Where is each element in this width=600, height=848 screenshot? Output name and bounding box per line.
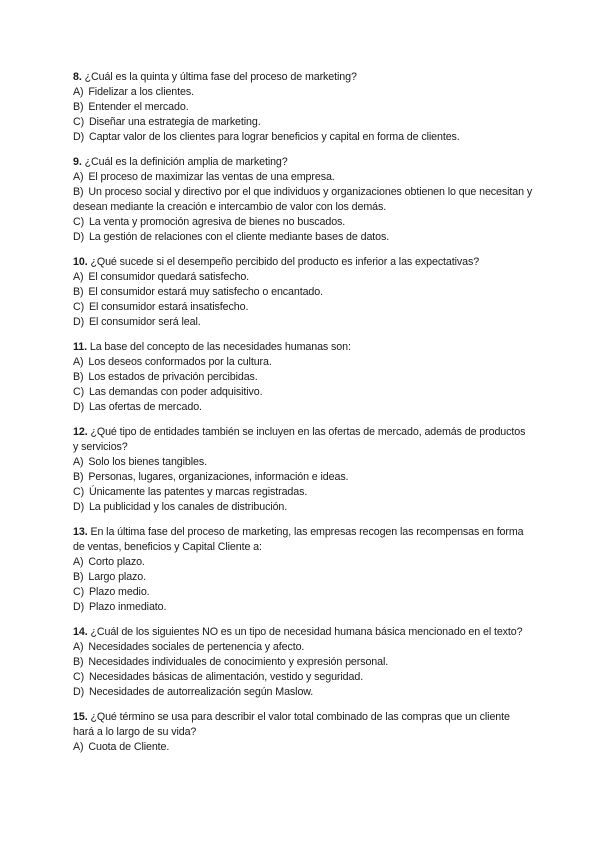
question-number: 11. [73, 341, 87, 353]
question-block [73, 340, 533, 415]
answer-option [73, 230, 533, 245]
answer-option [73, 355, 533, 370]
answer-option [73, 500, 533, 515]
option-letter: B) [73, 286, 84, 298]
option-text: Captar valor de los clientes para lograr beneficios y capital en forma de clientes. [88, 131, 460, 143]
option-text: Necesidades individuales de conocimiento y expresión personal. [88, 656, 389, 668]
answer-option [73, 285, 533, 300]
question-number: 14. [73, 626, 88, 638]
question-number: 12. [73, 426, 88, 438]
option-letter: A) [73, 556, 84, 568]
question-prompt: ¿Cuál es la quinta y última fase del proceso de marketing? [84, 71, 357, 83]
answer-options [73, 555, 533, 615]
question-number: 10. [73, 256, 88, 268]
option-letter: B) [73, 571, 84, 583]
answer-option [73, 485, 533, 500]
option-text: Plazo inmediato. [88, 601, 167, 613]
option-letter: A) [73, 741, 84, 753]
option-letter: D) [73, 231, 85, 243]
answer-option [73, 315, 533, 330]
answer-option [73, 300, 533, 315]
answer-options [73, 85, 533, 145]
option-letter: C) [73, 216, 85, 228]
answer-option [73, 655, 533, 670]
question-block [73, 155, 533, 245]
option-letter: B) [73, 101, 84, 113]
answer-option [73, 170, 533, 185]
option-letter: C) [73, 586, 85, 598]
option-text: El consumidor será leal. [88, 316, 201, 328]
option-letter: B) [73, 371, 84, 383]
question-text [73, 525, 533, 555]
option-text: La venta y promoción agresiva de bienes no buscados. [88, 216, 346, 228]
option-letter: A) [73, 271, 84, 283]
question-text [73, 255, 533, 270]
option-text: El consumidor estará muy satisfecho o encantado. [88, 286, 323, 298]
option-text: Únicamente las patentes y marcas registradas. [88, 486, 308, 498]
question-prompt: La base del concepto de las necesidades humanas son: [89, 341, 351, 353]
question-prompt: ¿Cuál es la definición amplia de marketing? [84, 156, 288, 168]
option-text: Los deseos conformados por la cultura. [88, 356, 272, 368]
option-letter: C) [73, 116, 85, 128]
question-text [73, 70, 533, 85]
answer-option [73, 370, 533, 385]
question-prompt: ¿Cuál de los siguientes NO es un tipo de necesidad humana básica mencionado en el texto? [90, 626, 523, 638]
option-letter: D) [73, 131, 85, 143]
answer-option [73, 100, 533, 115]
answer-options [73, 170, 533, 245]
option-letter: B) [73, 656, 84, 668]
option-text: Las demandas con poder adquisitivo. [88, 386, 263, 398]
option-letter: D) [73, 601, 85, 613]
question-block [73, 625, 533, 700]
question-text [73, 340, 533, 355]
option-letter: A) [73, 456, 84, 468]
option-text: El consumidor estará insatisfecho. [88, 301, 249, 313]
answer-option [73, 115, 533, 130]
answer-option [73, 455, 533, 470]
option-text: Los estados de privación percibidas. [88, 371, 258, 383]
answer-option [73, 585, 533, 600]
question-block [73, 255, 533, 330]
answer-option [73, 670, 533, 685]
option-text: Necesidades de autorrealización según Maslow. [88, 686, 314, 698]
option-text: Corto plazo. [88, 556, 145, 568]
answer-option [73, 270, 533, 285]
answer-options [73, 640, 533, 700]
option-letter: D) [73, 401, 85, 413]
option-letter: D) [73, 316, 85, 328]
question-prompt: En la última fase del proceso de marketing, las empresas recogen las recompensas en forma de ventas, beneficios y Capital Cliente a: [73, 526, 524, 553]
answer-option [73, 570, 533, 585]
question-number: 15. [73, 711, 88, 723]
option-letter: B) [73, 471, 84, 483]
answer-options [73, 355, 533, 415]
option-text: Las ofertas de mercado. [88, 401, 202, 413]
option-letter: B) [73, 186, 84, 198]
answer-option [73, 215, 533, 230]
option-text: Plazo medio. [88, 586, 150, 598]
option-text: Un proceso social y directivo por el que individuos y organizaciones obtienen lo que necesitan y desean mediante la creación e intercambio de valor con los demás. [73, 186, 533, 213]
option-letter: C) [73, 486, 85, 498]
question-number: 13. [73, 526, 88, 538]
answer-option [73, 600, 533, 615]
answer-option [73, 470, 533, 485]
question-block [73, 70, 533, 145]
option-letter: A) [73, 171, 84, 183]
option-letter: A) [73, 356, 84, 368]
option-letter: C) [73, 386, 85, 398]
answer-option [73, 85, 533, 100]
option-letter: D) [73, 501, 85, 513]
answer-option [73, 685, 533, 700]
option-text: Fidelizar a los clientes. [88, 86, 194, 98]
question-number: 9. [73, 156, 82, 168]
option-text: El proceso de maximizar las ventas de una empresa. [88, 171, 335, 183]
question-block [73, 525, 533, 615]
option-text: Entender el mercado. [88, 101, 189, 113]
answer-options [73, 455, 533, 515]
answer-option [73, 130, 533, 145]
option-letter: C) [73, 301, 85, 313]
option-letter: C) [73, 671, 85, 683]
option-text: Necesidades básicas de alimentación, vestido y seguridad. [88, 671, 364, 683]
option-letter: A) [73, 641, 84, 653]
answer-option [73, 400, 533, 415]
option-text: La publicidad y los canales de distribución. [88, 501, 288, 513]
option-text: Necesidades sociales de pertenencia y afecto. [88, 641, 305, 653]
question-prompt: ¿Qué sucede si el desempeño percibido del producto es inferior a las expectativas? [90, 256, 480, 268]
question-list [73, 70, 533, 765]
option-text: Solo los bienes tangibles. [88, 456, 207, 468]
question-text [73, 710, 533, 740]
answer-option [73, 185, 533, 215]
option-text: La gestión de relaciones con el cliente mediante bases de datos. [88, 231, 390, 243]
question-text [73, 625, 533, 640]
option-text: Largo plazo. [88, 571, 146, 583]
answer-options [73, 270, 533, 330]
question-text [73, 425, 533, 455]
answer-option [73, 740, 533, 755]
question-block [73, 710, 533, 755]
question-prompt: ¿Qué término se usa para describir el valor total combinado de las compras que un cliente hará a lo largo de su vida? [73, 711, 510, 738]
option-letter: D) [73, 686, 85, 698]
answer-option [73, 555, 533, 570]
answer-options [73, 740, 533, 755]
option-text: Diseñar una estrategia de marketing. [88, 116, 261, 128]
option-text: Cuota de Cliente. [88, 741, 170, 753]
question-prompt: ¿Qué tipo de entidades también se incluyen en las ofertas de mercado, además de productos y servicios? [73, 426, 526, 453]
option-letter: A) [73, 86, 84, 98]
question-number: 8. [73, 71, 82, 83]
answer-option [73, 640, 533, 655]
answer-option [73, 385, 533, 400]
question-block [73, 425, 533, 515]
option-text: El consumidor quedará satisfecho. [88, 271, 250, 283]
question-text [73, 155, 533, 170]
option-text: Personas, lugares, organizaciones, información e ideas. [88, 471, 349, 483]
